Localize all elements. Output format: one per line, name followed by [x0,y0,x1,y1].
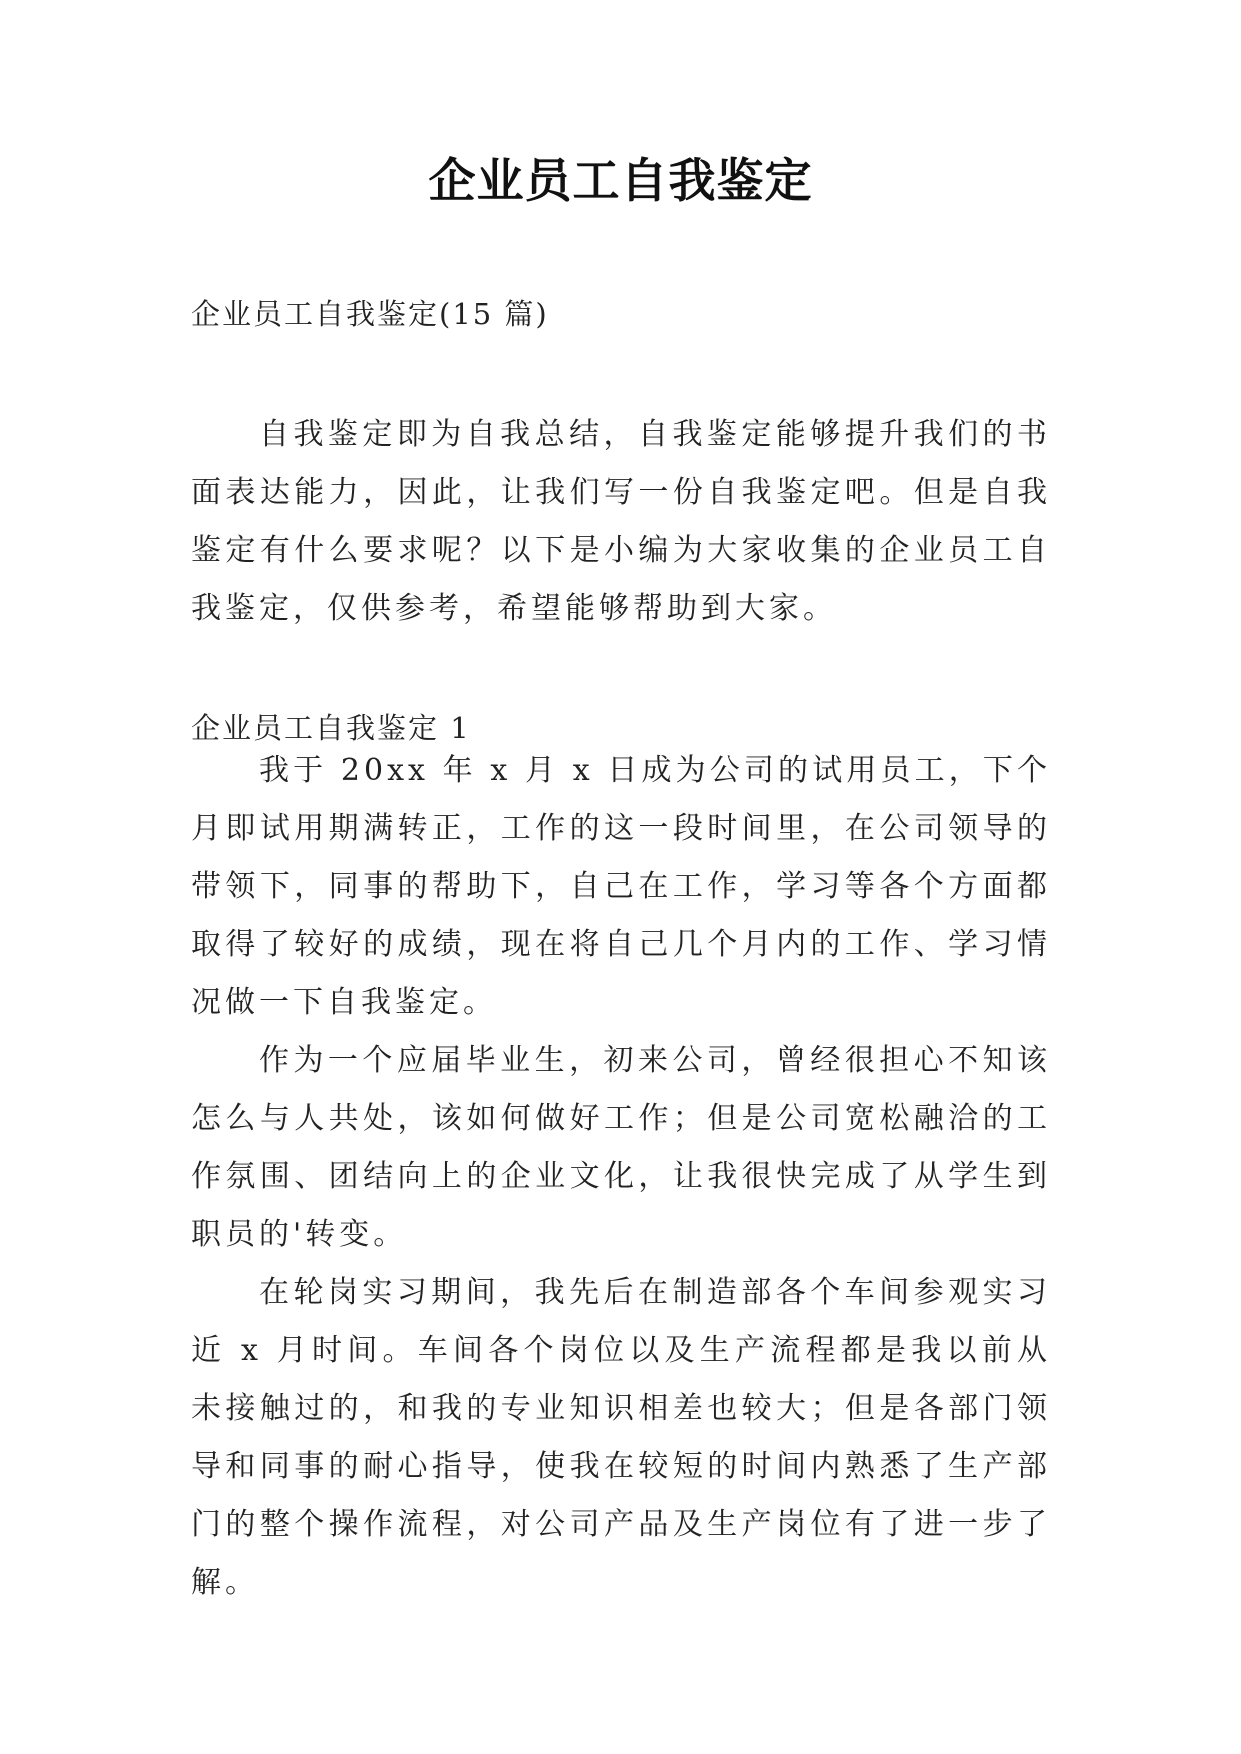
body-paragraph: 在轮岗实习期间，我先后在制造部各个车间参观实习近 x 月时间。车间各个岗位以及生产流程都是我以前从未接触过的，和我的专业知识相差也较大；但是各部门领导和同事的耐心指导，使我在较短的时间内熟悉了生产部门的整个操作流程，对公司产品及生产岗位有了进一步了解。 [191,1275,1051,1600]
document-title: 企业员工自我鉴定 [428,154,813,209]
document-subtitle: 企业员工自我鉴定(15 篇) [191,297,549,331]
body-paragraph: 作为一个应届毕业生，初来公司，曾经很担心不知该怎么与人共处，该如何做好工作；但是公司宽松融洽的工作氛围、团结向上的企业文化，让我很快完成了从学生到职员的'转变。 [191,1043,1051,1252]
intro-paragraph: 自我鉴定即为自我总结，自我鉴定能够提升我们的书面表达能力，因此，让我们写一份自我鉴定吧。但是自我鉴定有什么要求呢？以下是小编为大家收集的企业员工自我鉴定，仅供参考，希望能够帮助到大家。 [191,417,1051,626]
body-paragraph: 我于 20xx 年 x 月 x 日成为公司的试用员工，下个月即试用期满转正，工作的这一段时间里，在公司领导的带领下，同事的帮助下，自己在工作，学习等各个方面都取得了较好的成绩，现在将自己几个月内的工作、学习情况做一下自我鉴定。 [191,753,1051,1020]
section-heading: 企业员工自我鉴定 1 [191,711,471,745]
